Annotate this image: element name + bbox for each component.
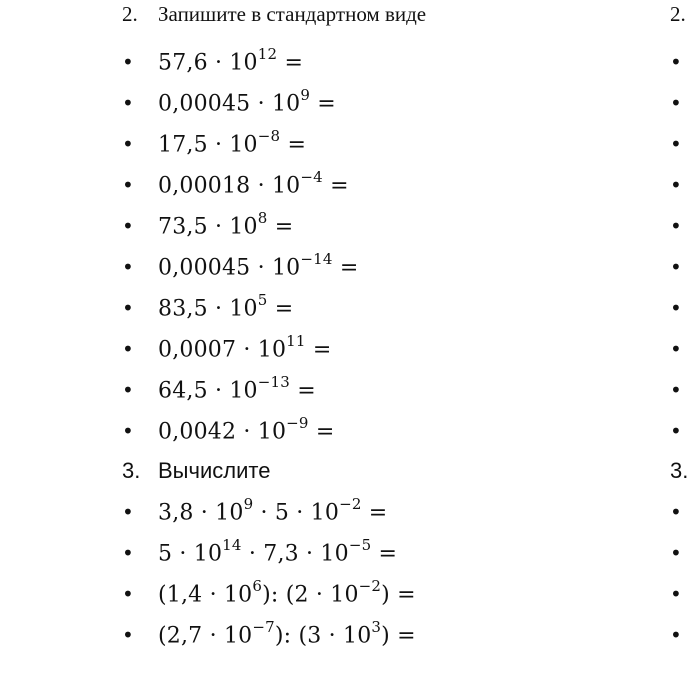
bullet-icon: •: [670, 336, 682, 361]
expression: [158, 211, 293, 239]
bullet-icon: •: [122, 172, 134, 197]
expression-part-1: 3,8 · 10: [158, 500, 244, 526]
list-item: [122, 328, 642, 369]
expression-part-2: · 7,3 · 10: [241, 541, 349, 567]
expression: [158, 170, 349, 198]
expression-exponent: 11: [286, 332, 306, 351]
list-item: [122, 82, 642, 123]
expression-tail: =: [308, 419, 335, 445]
right-list-item: [670, 491, 693, 532]
expression-exponent: 12: [257, 45, 278, 64]
section-2-number: 2.: [122, 1, 138, 26]
expression-base: 64,5 · 10: [158, 378, 258, 404]
bullet-icon: •: [122, 90, 134, 115]
bullet-icon: •: [670, 295, 682, 320]
expression-base: 0,0007 · 10: [158, 337, 287, 363]
bullet-icon: •: [122, 622, 134, 647]
list-item: [122, 123, 642, 164]
expression-exponent-1: 6: [252, 577, 263, 596]
expression-exponent-1: 14: [222, 536, 242, 555]
expression-part-2: · 5 · 10: [253, 500, 340, 526]
expression: [158, 334, 331, 362]
list-item: [122, 369, 642, 410]
list-item: [122, 246, 642, 287]
expression-tail: =: [310, 91, 336, 117]
right-section-3-number: 3.: [670, 458, 689, 483]
expression-exponent: −13: [257, 373, 291, 392]
expression-tail: =: [290, 378, 316, 404]
bullet-icon: •: [670, 90, 682, 115]
expression-part-1: 5 · 10: [158, 541, 223, 567]
expression-base: 0,00045 · 10: [158, 91, 301, 117]
list-item: [122, 491, 642, 532]
bullet-icon: •: [670, 254, 682, 279]
bullet-icon: •: [122, 336, 134, 361]
expression-part-3: =: [371, 541, 398, 567]
bullet-icon: •: [670, 131, 682, 156]
right-list-item: [670, 410, 693, 451]
expression-exponent-2: −2: [358, 577, 382, 596]
expression: [158, 88, 336, 116]
expression-tail: =: [277, 50, 304, 76]
right-list-item: [670, 369, 693, 410]
expression-part-1: (1,4 · 10: [158, 582, 253, 608]
expression-part-2: ): (3 · 10: [274, 623, 372, 649]
bullet-icon: •: [122, 254, 134, 279]
right-list-item: [670, 123, 693, 164]
bullet-icon: •: [670, 377, 682, 402]
expression: [158, 497, 387, 525]
section-2-heading: [122, 2, 642, 26]
right-list-item: [670, 532, 693, 573]
right-column-partial: [670, 0, 693, 655]
right-list-item: [670, 614, 693, 655]
expression-part-3: =: [361, 500, 388, 526]
expression-exponent: 5: [257, 291, 268, 310]
expression-tail: =: [322, 173, 349, 199]
expression-tail: =: [267, 214, 294, 240]
expression: [158, 252, 358, 280]
expression-base: 0,0042 · 10: [158, 419, 287, 445]
bullet-icon: •: [122, 377, 134, 402]
bullet-icon: •: [122, 499, 134, 524]
right-list-item: [670, 41, 693, 82]
bullet-icon: •: [122, 49, 134, 74]
right-list-item: [670, 573, 693, 614]
expression-tail: =: [305, 337, 332, 363]
right-section-2-number: 2.: [670, 1, 686, 26]
list-item: [122, 287, 642, 328]
expression-exponent-2: −2: [339, 495, 362, 514]
expression: [158, 538, 397, 566]
right-section-3-heading: [670, 451, 693, 491]
expression-exponent: 8: [257, 209, 268, 228]
bullet-icon: •: [670, 213, 682, 238]
expression-part-3: ) =: [381, 582, 416, 608]
right-list-item: [670, 328, 693, 369]
expression-base: 0,00045 · 10: [158, 255, 301, 281]
list-item: [122, 532, 642, 573]
expression-base: 0,00018 · 10: [158, 173, 301, 199]
expression: [158, 375, 316, 403]
expression: [158, 620, 416, 648]
bullet-icon: •: [122, 540, 134, 565]
expression-exponent: 9: [300, 86, 311, 105]
expression-exponent-2: 3: [371, 618, 382, 637]
expression-exponent-1: 9: [243, 495, 254, 514]
right-list-item: [670, 82, 693, 123]
section-3-title: Вычислите: [158, 458, 271, 483]
section-2-title: Запишите в стандартном виде: [158, 1, 427, 26]
right-list-item: [670, 287, 693, 328]
list-item: [122, 614, 642, 655]
expression-exponent: −8: [257, 127, 281, 146]
expression-base: 57,6 · 10: [158, 50, 258, 76]
expression-exponent-1: −7: [252, 618, 275, 637]
bullet-icon: •: [670, 499, 682, 524]
expression: [158, 416, 335, 444]
expression: [158, 579, 416, 607]
expression-part-1: (2,7 · 10: [158, 623, 253, 649]
section-3-number: 3.: [122, 458, 141, 483]
bullet-icon: •: [670, 622, 682, 647]
right-list-item: [670, 205, 693, 246]
right-section-2-heading: [670, 2, 693, 26]
expression-base: 17,5 · 10: [158, 132, 258, 158]
expression-part-2: ): (2 · 10: [262, 582, 359, 608]
list-item: [122, 205, 642, 246]
expression-exponent-2: −5: [348, 536, 372, 555]
expression-base: 73,5 · 10: [158, 214, 258, 240]
expression: [158, 129, 306, 157]
expression: [158, 47, 303, 75]
list-item: [122, 573, 642, 614]
bullet-icon: •: [122, 418, 134, 443]
list-item: [122, 410, 642, 451]
bullet-icon: •: [670, 540, 682, 565]
expression: [158, 293, 293, 321]
expression-part-3: ) =: [381, 623, 416, 649]
expression-tail: =: [280, 132, 307, 158]
left-column: [122, 0, 642, 655]
expression-exponent: −14: [300, 250, 333, 269]
bullet-icon: •: [122, 213, 134, 238]
right-list-item: [670, 164, 693, 205]
expression-tail: =: [332, 255, 359, 281]
list-item: [122, 164, 642, 205]
bullet-icon: •: [670, 49, 682, 74]
right-list-item: [670, 246, 693, 287]
bullet-icon: •: [122, 581, 134, 606]
expression-tail: =: [267, 296, 294, 322]
bullet-icon: •: [122, 131, 134, 156]
bullet-icon: •: [122, 295, 134, 320]
expression-base: 83,5 · 10: [158, 296, 258, 322]
bullet-icon: •: [670, 581, 682, 606]
bullet-icon: •: [670, 172, 682, 197]
list-item: [122, 41, 642, 82]
section-3-heading: [122, 451, 642, 491]
bullet-icon: •: [670, 418, 682, 443]
expression-exponent: −9: [286, 414, 309, 433]
expression-exponent: −4: [300, 168, 323, 187]
